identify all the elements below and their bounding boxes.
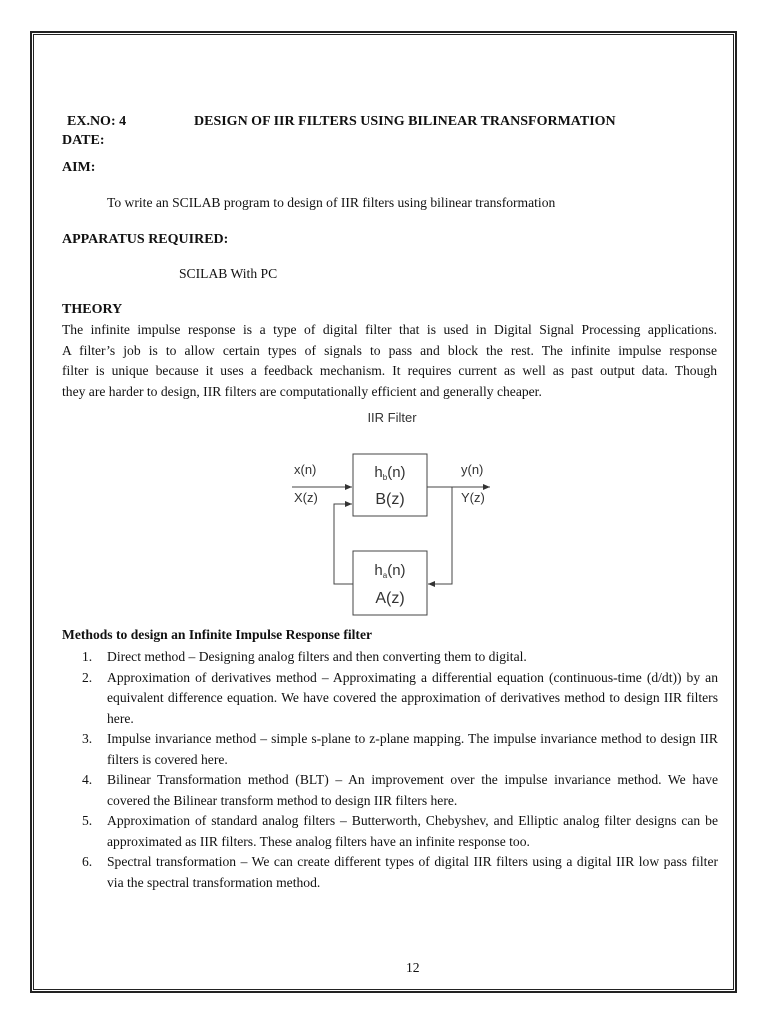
- feedback-path-in: [428, 487, 452, 584]
- list-item-number: 3.: [82, 731, 93, 746]
- output-label-time: y(n): [461, 462, 484, 477]
- iir-filter-diagram: [280, 408, 500, 623]
- aim-heading: AIM:: [62, 160, 96, 175]
- list-item-number: 4.: [82, 772, 93, 787]
- feedback-block-impulse: $h_a(n)$: [374, 562, 406, 580]
- list-item-number: 1.: [82, 649, 93, 664]
- list-item-text: Approximation of derivatives method – Approximating a differential equation (continuous-time (d/dt)) by an equivalent difference equation. We have covered the approximation of derivatives method to design IIR filters here.: [107, 669, 718, 726]
- exercise-number: EX.NO: 4: [67, 114, 127, 129]
- list-item: [78, 647, 718, 668]
- date-label: DATE:: [62, 133, 105, 148]
- page-number: 12: [406, 960, 420, 975]
- theory-line: they are harder to design, IIR filters are computationally efficient and generally cheaper.: [62, 383, 542, 399]
- list-item-number: 6.: [82, 854, 93, 869]
- methods-heading: Methods to design an Infinite Impulse Response filter: [62, 627, 373, 642]
- theory-line: The infinite impulse response is a type of digital filter that is used in Digital Signal Processing applications.: [62, 322, 717, 337]
- theory-paragraph: [62, 320, 717, 402]
- list-item: [78, 729, 718, 770]
- input-label-z: X(z): [294, 490, 318, 505]
- list-item-text: Direct method – Designing analog filters and then converting them to digital.: [107, 649, 527, 664]
- iir-filter-diagram-svg: [280, 408, 500, 623]
- methods-list: [78, 647, 718, 893]
- forward-block-transfer: B(z): [375, 491, 405, 508]
- aim-text: To write an SCILAB program to design of IIR filters using bilinear transformation: [107, 195, 556, 210]
- list-item-text: Impulse invariance method – simple s-plane to z-plane mapping. The impulse invariance method to design IIR filters is covered here.: [107, 731, 718, 767]
- list-item-number: 2.: [82, 669, 93, 685]
- theory-line: filter is unique because it uses a feedback mechanism. It requires current as well as past output data. Though: [62, 363, 717, 378]
- output-label-z: Y(z): [461, 490, 485, 505]
- theory-line: A filter’s job is to allow certain types of signals to pass and block the rest. The infinite impulse response: [62, 342, 717, 358]
- list-item: [78, 770, 718, 811]
- list-item: [78, 811, 718, 852]
- theory-heading: THEORY: [62, 302, 123, 317]
- diagram-title: IIR Filter: [367, 410, 417, 425]
- input-label-time: x(n): [294, 462, 317, 477]
- exercise-title: DESIGN OF IIR FILTERS USING BILINEAR TRANSFORMATION: [194, 114, 616, 129]
- list-item: [78, 852, 718, 893]
- list-item-text: Approximation of standard analog filters – Butterworth, Chebyshev, and Elliptic analog filter designs can be approximated as IIR filters. These analog filters have an infinite response too.: [107, 813, 718, 849]
- list-item-text: Spectral transformation – We can create different types of digital IIR filters using a digital IIR low pass filter via the spectral transformation method.: [107, 854, 718, 890]
- list-item-number: 5.: [82, 813, 93, 828]
- feedback-path-out: [334, 504, 353, 584]
- feedback-block-transfer: A(z): [375, 590, 405, 607]
- apparatus-text: SCILAB With PC: [179, 266, 278, 281]
- list-item: [78, 668, 718, 730]
- list-item-text: Bilinear Transformation method (BLT) – An improvement over the impulse invariance method. We have covered the Bilinear transform method to design IIR filters here.: [107, 772, 718, 808]
- forward-block-impulse: $h_b(n)$: [374, 464, 406, 482]
- apparatus-heading: APPARATUS REQUIRED:: [62, 232, 229, 247]
